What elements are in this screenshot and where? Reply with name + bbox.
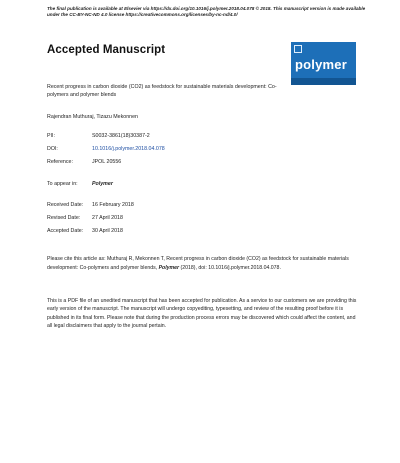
pii-label: PII: <box>47 133 55 139</box>
cover-journal-name: polymer <box>295 57 347 72</box>
page-heading: Accepted Manuscript <box>47 44 166 56</box>
reference-label: Reference: <box>47 159 73 165</box>
journal-cover <box>291 42 356 85</box>
pii-value: S0032-3861(18)30387-2 <box>92 133 150 139</box>
accepted-value: 30 April 2018 <box>92 228 123 234</box>
revised-label: Revised Date: <box>47 215 81 221</box>
disclaimer-paragraph: This is a PDF file of an unedited manuscript that has been accepted for publication. As a service to our customers we are providing this early version of the manuscript. The manuscript will undergo copyediting, typesetting, and review of the resulting proof before it is published in its final form. Please note that during the production process errors may be discovered which could affect the content, and all legal disclaimers that apply to the journal pertain. <box>47 298 357 330</box>
citation-prefix: Please cite this article as: Muthuraj R, Mekonnen T, Recent progress in carbon dioxide (CO2) as feedstock for sustainable materials development: Co-polymers and polymer blends, <box>47 256 349 271</box>
doi-link[interactable]: 10.1016/j.polymer.2018.04.078 <box>92 146 165 152</box>
license-notice: The final publication is available at Elsevier via https://dx.doi.org/10.1016/j.polymer.2018.04.078 © 2018. This manuscript version is made available under the CC-BY-NC-ND 4.0 license https://creativecommons.org/licenses/by-nc-nd/4.0/ <box>47 6 366 18</box>
elsevier-tree-icon <box>294 45 302 53</box>
appear-value: Polymer <box>92 181 113 187</box>
doi-label: DOI: <box>47 146 58 152</box>
appear-label: To appear in: <box>47 181 78 187</box>
citation-suffix: (2018), doi: 10.1016/j.polymer.2018.04.078. <box>179 264 281 271</box>
received-label: Received Date: <box>47 202 84 208</box>
reference-value: JPOL 20556 <box>92 159 122 165</box>
revised-value: 27 April 2018 <box>92 215 123 221</box>
article-authors: Rajendran Muthuraj, Tizazu Mekonnen <box>47 114 138 120</box>
citation-journal: Polymer <box>158 264 180 271</box>
citation-paragraph <box>47 255 357 272</box>
article-title: Recent progress in carbon dioxide (CO2) as feedstock for sustainable materials development: Co-polymers and polymer blends <box>47 84 277 98</box>
cover-stripe <box>291 78 356 85</box>
accepted-label: Accepted Date: <box>47 228 84 234</box>
received-value: 16 February 2018 <box>92 202 134 208</box>
